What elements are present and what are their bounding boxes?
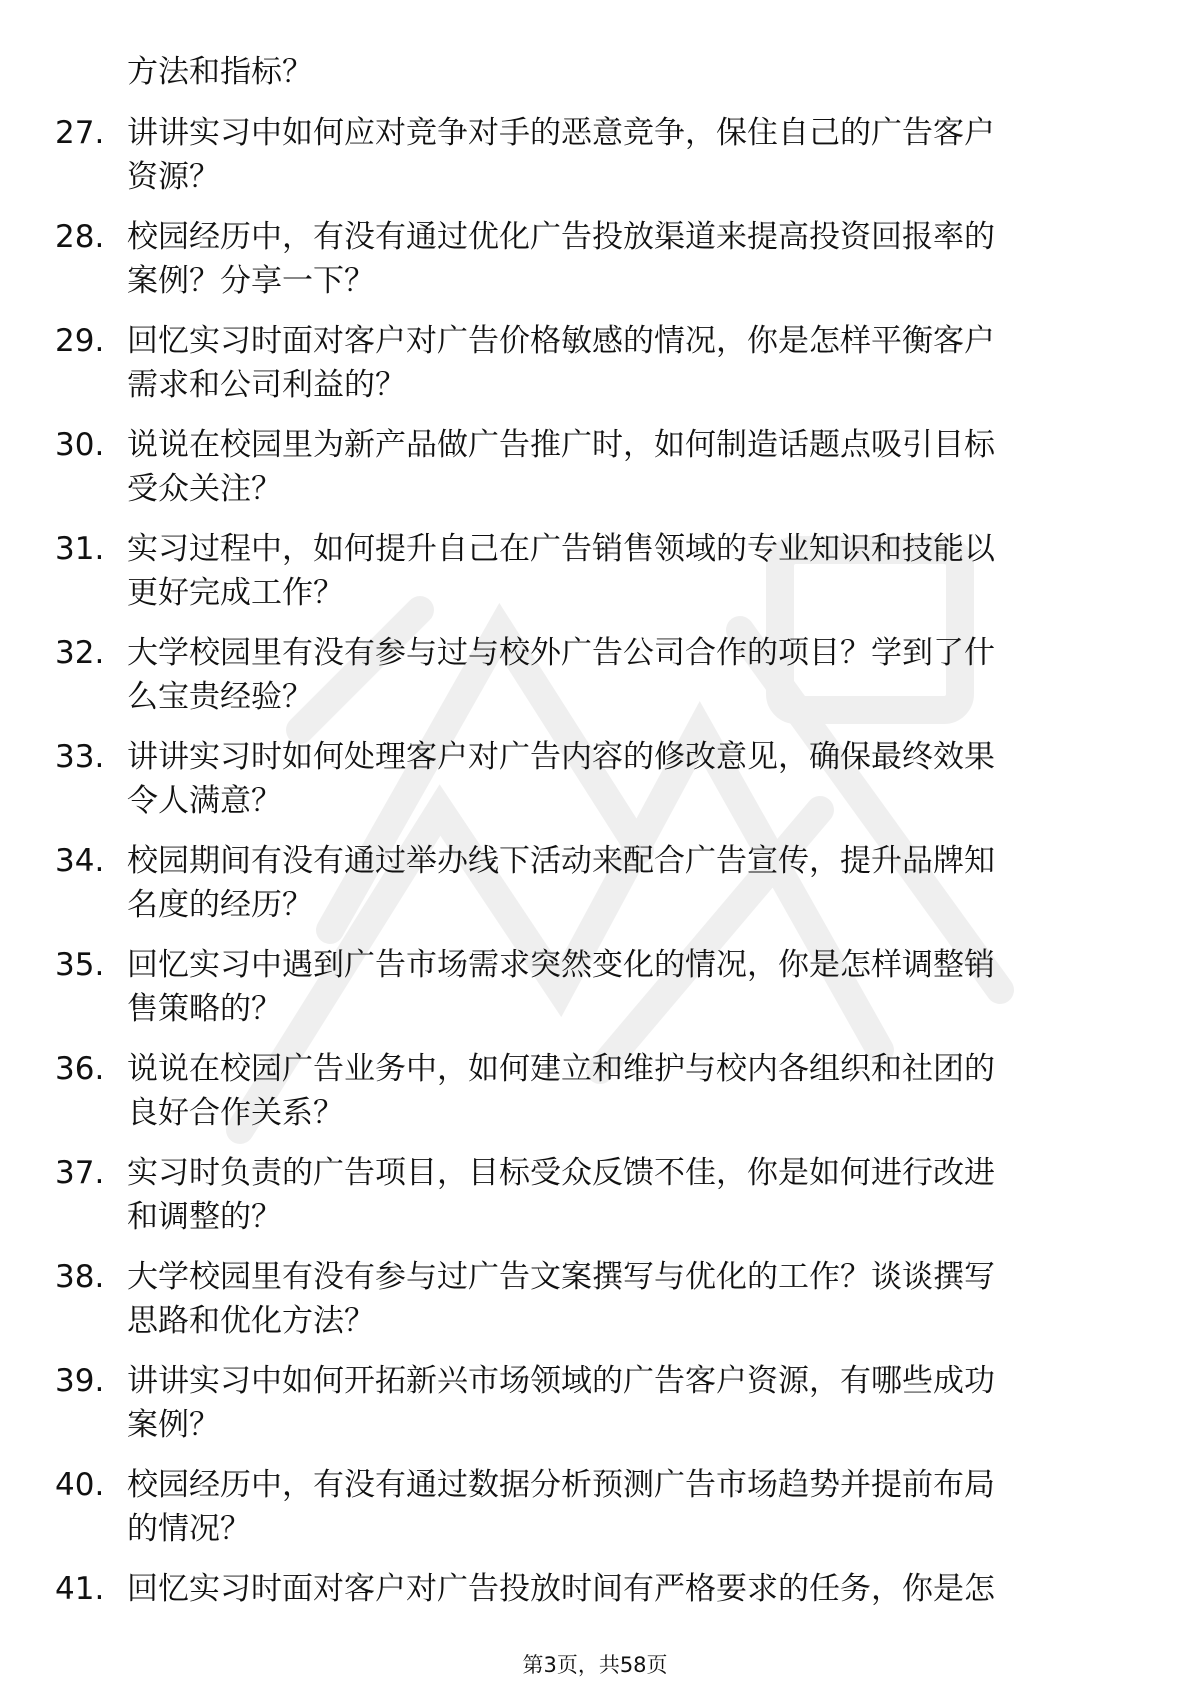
list-item [0, 839, 1190, 943]
question-number: 28. [55, 219, 105, 255]
question-number: 39. [55, 1363, 105, 1399]
list-item [0, 423, 1190, 527]
question-number: 37. [55, 1155, 105, 1191]
question-number: 36. [55, 1051, 105, 1087]
list-item [0, 943, 1190, 1047]
question-number: 33. [55, 739, 105, 775]
list-item [0, 527, 1190, 631]
question-number: 35. [55, 947, 105, 983]
list-item [0, 215, 1190, 319]
list-item [0, 111, 1190, 215]
list-item [0, 319, 1190, 423]
question-text: 大学校园里有没有参与过与校外广告公司合作的项目？学到了什 么宝贵经验？ [127, 635, 995, 715]
question-number: 41. [55, 1571, 105, 1607]
question-number: 27. [55, 115, 105, 151]
question-number: 38. [55, 1259, 105, 1295]
list-item [0, 1047, 1190, 1151]
question-number: 34. [55, 843, 105, 879]
question-number: 32. [55, 635, 105, 671]
question-text: 回忆实习中遇到广告市场需求突然变化的情况，你是怎样调整销 售策略的？ [127, 947, 995, 1027]
question-number: 40. [55, 1467, 105, 1503]
question-text: 校园期间有没有通过举办线下活动来配合广告宣传，提升品牌知 名度的经历？ [127, 843, 995, 923]
question-text: 校园经历中，有没有通过数据分析预测广告市场趋势并提前布局 的情况？ [127, 1467, 995, 1547]
question-number: 31. [55, 531, 105, 567]
question-text: 说说在校园里为新产品做广告推广时，如何制造话题点吸引目标 受众关注？ [127, 427, 995, 507]
question-text: 讲讲实习中如何应对竞争对手的恶意竞争，保住自己的广告客户 资源？ [127, 115, 995, 195]
page-footer: 第3页，共58页 [522, 1653, 668, 1677]
question-text: 实习时负责的广告项目，目标受众反馈不佳，你是如何进行改进 和调整的？ [127, 1155, 995, 1235]
list-item [0, 1463, 1190, 1567]
continued-question-text: 方法和指标？ [127, 54, 313, 90]
question-list [0, 111, 1190, 1671]
question-text: 回忆实习时面对客户对广告价格敏感的情况，你是怎样平衡客户 需求和公司利益的？ [127, 323, 995, 403]
question-text: 讲讲实习中如何开拓新兴市场领域的广告客户资源，有哪些成功 案例？ [127, 1363, 995, 1443]
question-text: 大学校园里有没有参与过广告文案撰写与优化的工作？谈谈撰写 思路和优化方法？ [127, 1259, 995, 1339]
question-text: 校园经历中，有没有通过优化广告投放渠道来提高投资回报率的 案例？分享一下？ [127, 219, 995, 299]
list-item [0, 1151, 1190, 1255]
list-item [0, 631, 1190, 735]
question-number: 29. [55, 323, 105, 359]
list-item [0, 735, 1190, 839]
question-number: 30. [55, 427, 105, 463]
question-text: 讲讲实习时如何处理客户对广告内容的修改意见，确保最终效果 令人满意？ [127, 739, 995, 819]
list-item [0, 1255, 1190, 1359]
list-item [0, 1359, 1190, 1463]
question-text: 说说在校园广告业务中，如何建立和维护与校内各组织和社团的 良好合作关系？ [127, 1051, 995, 1131]
question-text: 实习过程中，如何提升自己在广告销售领域的专业知识和技能以 更好完成工作？ [127, 531, 995, 611]
question-text: 回忆实习时面对客户对广告投放时间有严格要求的任务，你是怎 [127, 1571, 995, 1607]
